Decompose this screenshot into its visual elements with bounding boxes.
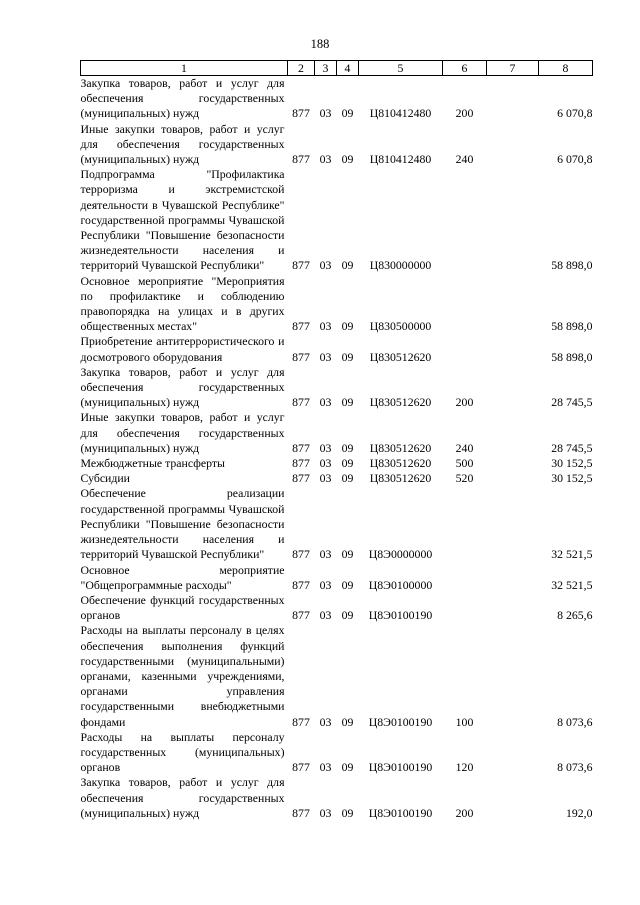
row-expense-type-cell: 100: [455, 714, 474, 729]
row-col7-cell: [487, 593, 539, 623]
row-amount-cell: 6 070,8: [557, 152, 593, 167]
row-amount-cell: 8 265,6: [557, 608, 593, 623]
row-target-article-cell: Ц8Э0100190: [368, 714, 433, 729]
row-target-article-cell: Ц830512620: [369, 456, 432, 471]
row-section-cell: 03: [319, 714, 332, 729]
row-name-cell: Подпрограмма "Профилактика терроризма и экстремистской деятельности в Чувашской Республике" государственной программы Чувашской Республики "Повышение безопасности жизнедеятельности населения и территорий Чувашской Республики": [80, 167, 285, 273]
row-code-cell: 877: [292, 395, 310, 410]
row-subsection-cell: 09: [341, 106, 354, 121]
row-col7-cell: [487, 623, 539, 729]
row-target-article-cell: Ц810412480: [369, 152, 432, 167]
row-col7-cell: [487, 563, 539, 593]
row-code-cell: 877: [292, 319, 310, 334]
row-name-cell: Субсидии: [80, 471, 130, 486]
row-amount-cell: 32 521,5: [551, 547, 593, 562]
header-row: [81, 61, 593, 76]
row-code-cell: 877: [292, 258, 310, 273]
header-cell-col2: 2: [288, 61, 315, 76]
row-amount-cell: 32 521,5: [551, 577, 593, 592]
row-code-cell: 877: [292, 349, 310, 364]
row-col7-cell: [487, 122, 539, 168]
table-row: [81, 471, 593, 486]
row-expense-type-cell: 120: [455, 760, 474, 775]
row-code-cell: 877: [292, 577, 310, 592]
row-name-cell: Расходы на выплаты персоналу государственных (муниципальных) органов: [80, 729, 285, 775]
header-cell-col4: 4: [337, 61, 359, 76]
row-amount-cell: 58 898,0: [551, 349, 593, 364]
row-code-cell: 877: [292, 714, 310, 729]
table-row: [81, 623, 593, 729]
row-expense-type-cell: [443, 486, 487, 562]
row-section-cell: 03: [319, 547, 332, 562]
row-target-article-cell: Ц8Э0100190: [368, 805, 433, 820]
row-expense-type-cell: [443, 563, 487, 593]
row-target-article-cell: Ц830512620: [369, 395, 432, 410]
row-amount-cell: 30 152,5: [551, 471, 593, 486]
row-col7-cell: [487, 486, 539, 562]
row-col7-cell: [487, 471, 539, 486]
row-col7-cell: [487, 775, 539, 821]
row-col7-cell: [487, 334, 539, 364]
header-cell-col1: 1: [81, 61, 288, 76]
row-code-cell: 877: [292, 760, 310, 775]
row-col7-cell: [487, 167, 539, 273]
row-name-cell: Обеспечение реализации государственной программы Чувашской Республики "Повышение безопасности жизнедеятельности населения и территорий Чувашской Республики": [80, 486, 285, 562]
table-row: [81, 334, 593, 364]
row-section-cell: 03: [319, 106, 332, 121]
row-subsection-cell: 09: [341, 608, 354, 623]
row-col7-cell: [487, 365, 539, 411]
table-row: [81, 274, 593, 335]
row-subsection-cell: 09: [341, 258, 354, 273]
table-row: [81, 456, 593, 471]
table-row: [81, 486, 593, 562]
row-section-cell: 03: [319, 440, 332, 455]
header-cell-col6: 6: [443, 61, 487, 76]
row-subsection-cell: 09: [341, 471, 354, 486]
row-name-cell: Иные закупки товаров, работ и услуг для обеспечения государственных (муниципальных) нужд: [80, 121, 285, 167]
row-target-article-cell: Ц8Э0100000: [368, 577, 433, 592]
table-row: [81, 730, 593, 776]
row-subsection-cell: 09: [341, 805, 354, 820]
row-col7-cell: [487, 274, 539, 335]
row-expense-type-cell: [443, 167, 487, 273]
row-name-cell: Иные закупки товаров, работ и услуг для обеспечения государственных (муниципальных) нужд: [80, 410, 285, 455]
row-subsection-cell: 09: [341, 760, 354, 775]
row-subsection-cell: 09: [341, 714, 354, 729]
table-row: [81, 76, 593, 122]
row-amount-cell: 8 073,6: [557, 714, 593, 729]
table-row: [81, 167, 593, 273]
row-amount-cell: 30 152,5: [551, 456, 593, 471]
row-expense-type-cell: 200: [455, 106, 474, 121]
row-target-article-cell: Ц830512620: [369, 471, 432, 486]
budget-table: [80, 60, 593, 821]
table-row: [81, 593, 593, 623]
row-section-cell: 03: [319, 471, 332, 486]
table-row: [81, 122, 593, 168]
row-expense-type-cell: 500: [455, 456, 474, 471]
row-expense-type-cell: 240: [455, 152, 474, 167]
row-col7-cell: [487, 456, 539, 471]
row-amount-cell: 192,0: [565, 805, 593, 820]
row-subsection-cell: 09: [341, 577, 354, 592]
row-name-cell: Закупка товаров, работ и услуг для обеспечения государственных (муниципальных) нужд: [80, 76, 285, 121]
row-section-cell: 03: [319, 805, 332, 820]
row-expense-type-cell: 200: [455, 395, 474, 410]
row-target-article-cell: Ц810412480: [369, 106, 432, 121]
row-amount-cell: 28 745,5: [551, 440, 593, 455]
row-expense-type-cell: [443, 593, 487, 623]
table-row: [81, 410, 593, 456]
table-body: [81, 76, 593, 821]
row-target-article-cell: Ц8Э0000000: [368, 547, 433, 562]
row-expense-type-cell: [443, 334, 487, 364]
row-code-cell: 877: [292, 471, 310, 486]
row-section-cell: 03: [319, 319, 332, 334]
row-section-cell: 03: [319, 395, 332, 410]
table-row: [81, 365, 593, 411]
row-section-cell: 03: [319, 258, 332, 273]
row-target-article-cell: Ц830000000: [369, 258, 432, 273]
row-subsection-cell: 09: [341, 349, 354, 364]
row-name-cell: Закупка товаров, работ и услуг для обеспечения государственных (муниципальных) нужд: [80, 364, 285, 410]
row-name-cell: Основное мероприятие "Общепрограммные расходы": [80, 562, 285, 592]
row-expense-type-cell: 240: [455, 440, 474, 455]
row-name-cell: Приобретение антитеррористического и досмотрового оборудования: [80, 334, 285, 364]
page-number: 188: [310, 37, 330, 51]
row-section-cell: 03: [319, 608, 332, 623]
table-header: [81, 61, 593, 76]
table-row: [81, 563, 593, 593]
row-section-cell: 03: [319, 349, 332, 364]
row-name-cell: Обеспечение функций государственных органов: [80, 592, 285, 623]
row-subsection-cell: 09: [341, 456, 354, 471]
row-code-cell: 877: [292, 805, 310, 820]
row-expense-type-cell: [443, 274, 487, 335]
row-code-cell: 877: [292, 440, 310, 455]
row-name-cell: Расходы на выплаты персоналу в целях обеспечения выполнения функций государственными (муниципальными) органами, казенными учреждениями, органами управления государственными внебюджетными фондами: [80, 623, 285, 729]
row-target-article-cell: Ц830512620: [369, 349, 432, 364]
row-amount-cell: 6 070,8: [557, 106, 593, 121]
row-code-cell: 877: [292, 608, 310, 623]
row-col7-cell: [487, 76, 539, 122]
row-subsection-cell: 09: [341, 319, 354, 334]
row-expense-type-cell: 520: [455, 471, 474, 486]
row-code-cell: 877: [292, 152, 310, 167]
header-cell-col3: 3: [315, 61, 337, 76]
row-name-cell: Межбюджетные трансферты: [80, 456, 225, 471]
row-section-cell: 03: [319, 152, 332, 167]
row-section-cell: 03: [319, 577, 332, 592]
row-amount-cell: 58 898,0: [551, 319, 593, 334]
row-code-cell: 877: [292, 106, 310, 121]
row-target-article-cell: Ц8Э0100190: [368, 760, 433, 775]
row-target-article-cell: Ц830512620: [369, 440, 432, 455]
row-subsection-cell: 09: [341, 547, 354, 562]
header-cell-col8: 8: [539, 61, 593, 76]
row-subsection-cell: 09: [341, 152, 354, 167]
row-target-article-cell: Ц8Э0100190: [368, 608, 433, 623]
header-cell-col7: 7: [487, 61, 539, 76]
row-section-cell: 03: [319, 456, 332, 471]
table-row: [81, 775, 593, 821]
row-code-cell: 877: [292, 456, 310, 471]
row-amount-cell: 8 073,6: [557, 760, 593, 775]
row-subsection-cell: 09: [341, 440, 354, 455]
row-name-cell: Основное мероприятие "Мероприятия по профилактике и соблюдению правопорядка на улицах и в других общественных местах": [80, 273, 285, 334]
row-expense-type-cell: 200: [455, 805, 474, 820]
row-subsection-cell: 09: [341, 395, 354, 410]
row-target-article-cell: Ц830500000: [369, 319, 432, 334]
header-cell-col5: 5: [359, 61, 443, 76]
row-col7-cell: [487, 730, 539, 776]
row-amount-cell: 28 745,5: [551, 395, 593, 410]
row-section-cell: 03: [319, 760, 332, 775]
row-name-cell: Закупка товаров, работ и услуг для обеспечения государственных (муниципальных) нужд: [80, 775, 285, 820]
row-amount-cell: 58 898,0: [551, 258, 593, 273]
row-code-cell: 877: [292, 547, 310, 562]
row-col7-cell: [487, 410, 539, 456]
